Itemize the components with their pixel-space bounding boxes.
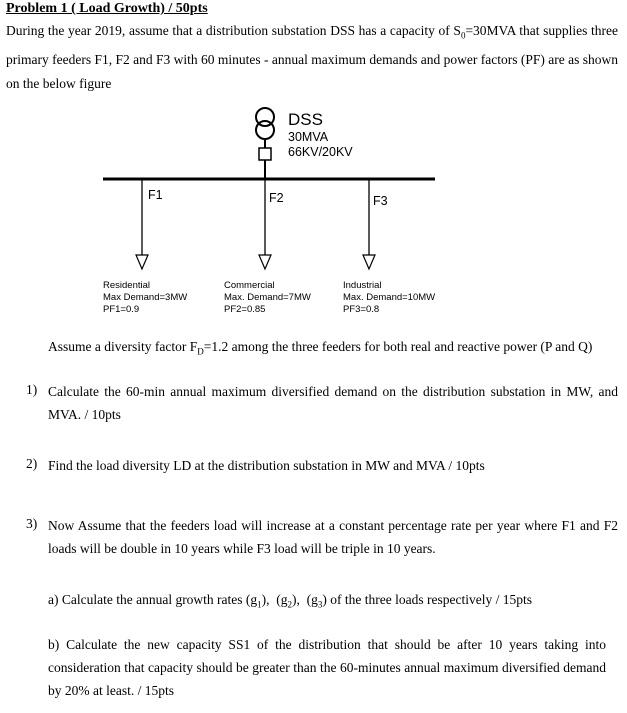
intro-paragraph: During the year 2019, assume that a distribution substation DSS has a capacity of $S_0=30MVA$ that supplies three primary feeders F1, F2 and F3 with 60 minutes - annual maximum demands and power factors (PF) are as shown on the below figure bbox=[6, 23, 618, 91]
question-1-number: 1) bbox=[26, 382, 38, 397]
substation-voltage: 66KV/20KV bbox=[288, 145, 353, 159]
feeder-f2-pf: PF2=0.85 bbox=[224, 304, 266, 315]
question-3a-text: a) Calculate the annual growth rates $(g_1)$, $(g_2)$, $(g_3)$ of the three loads respectively / 15pts bbox=[48, 592, 532, 610]
substation-capacity: 30MVA bbox=[288, 130, 329, 144]
diversity-assumption: Assume a diversity factor $F_D=1.2$ among the three feeders for both real and reactive power (P and Q) bbox=[48, 339, 593, 357]
transformer-symbol bbox=[256, 108, 274, 139]
question-2-number: 2) bbox=[26, 456, 38, 471]
feeder-f2-load-arrow bbox=[259, 255, 271, 269]
feeder-f1-load-arrow bbox=[136, 255, 148, 269]
feeder-f2-demand: Max. Demand=7MW bbox=[224, 292, 311, 303]
feeder-f3-pf: PF3=0.8 bbox=[343, 304, 380, 315]
feeder-f3-load-arrow bbox=[363, 255, 375, 269]
feeder-f3-type: Industrial bbox=[343, 280, 382, 291]
feeder-f2-label: F2 bbox=[269, 191, 284, 205]
question-2-text: Find the load diversity LD at the distribution substation in MW and MVA / 10pts bbox=[48, 458, 485, 473]
question-3-number: 3) bbox=[26, 516, 38, 531]
feeder-f2-type: Commercial bbox=[224, 280, 275, 291]
feeder-f1-type: Residential bbox=[103, 280, 150, 291]
question-3-text: Now Assume that the feeders load will increase at a constant percentage rate per year where F1 and F2 loads will be double in 10 years while F3 load will be triple in 10 years. bbox=[48, 518, 618, 556]
feeder-f1-pf: PF1=0.9 bbox=[103, 304, 140, 315]
question-3b-text: b) Calculate the new capacity SS1 of the distribution that should be after 10 years taking into consideration that capacity should be greater than the 60-minutes annual maximum diversified demand by 20% at least. / 15pts bbox=[48, 637, 606, 698]
feeder-f1-demand: Max Demand=3MW bbox=[103, 292, 188, 303]
feeder-f3-label: F3 bbox=[373, 194, 388, 208]
problem-title: Problem 1 ( Load Growth) / 50pts bbox=[6, 1, 208, 16]
substation-diagram bbox=[0, 100, 627, 325]
feeder-f3-demand: Max. Demand=10MW bbox=[343, 292, 436, 303]
question-1-text: Calculate the 60-min annual maximum diversified demand on the distribution substation in MW, and MVA. / 10pts bbox=[48, 384, 618, 422]
substation-name: DSS bbox=[288, 110, 323, 129]
feeder-f1-label: F1 bbox=[148, 188, 163, 202]
circuit-breaker-symbol bbox=[259, 148, 271, 160]
